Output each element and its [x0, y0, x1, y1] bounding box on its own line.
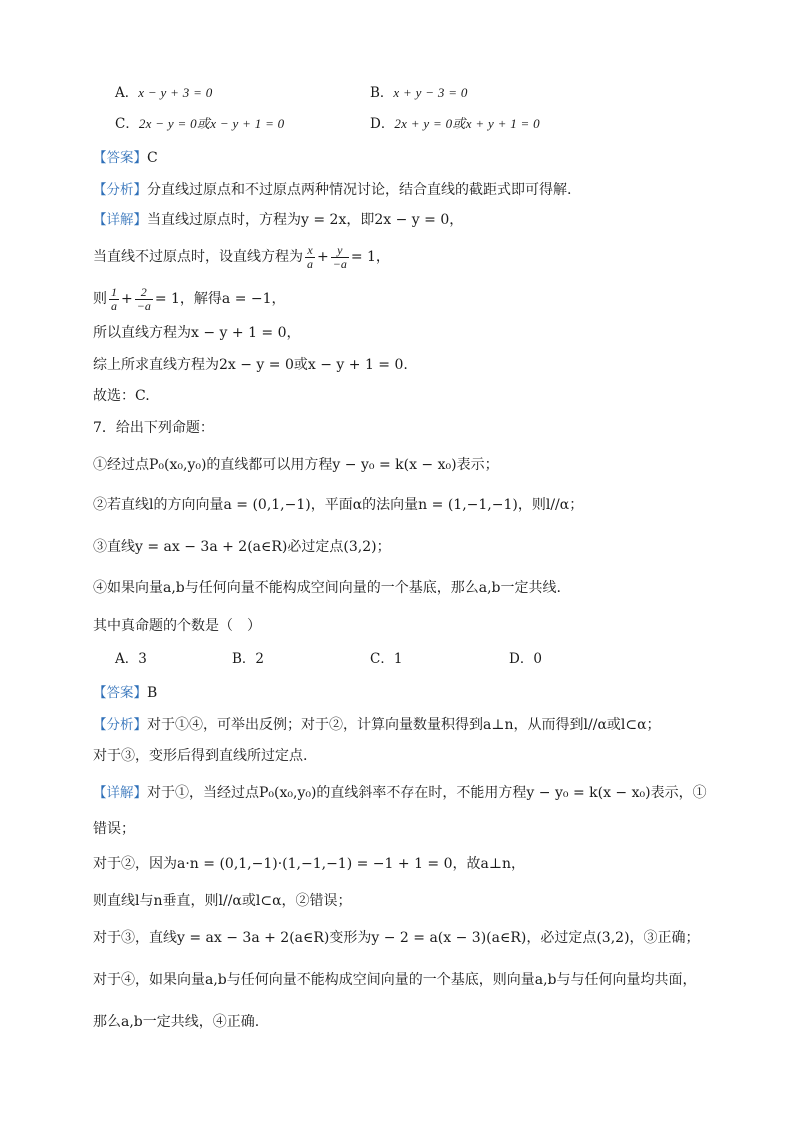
detail-text: = 1，: [350, 249, 390, 265]
q7-answer: [93, 683, 157, 703]
q7-detail-line-2: 错误；: [93, 821, 135, 837]
option-letter: A．: [115, 85, 139, 101]
option-math: x − y + 3 = 0: [138, 85, 213, 100]
answer-tag: 【答案】: [93, 150, 147, 166]
q7-stem: 7．给出下列命题：: [93, 420, 214, 436]
q7-option-c: C．1: [370, 651, 403, 667]
q7-proposition-4: ④如果向量a,b与任何向量不能构成空间向量的一个基底，那么a,b一定共线.: [93, 580, 561, 596]
detail-text: 当直线不过原点时，设直线方程为: [93, 249, 303, 265]
option-math: 2x − y = 0或x − y + 1 = 0: [138, 116, 285, 131]
option-math: x + y − 3 = 0: [393, 85, 468, 100]
q7-analysis-line-2: 对于③，变形后得到直线所过定点.: [93, 748, 308, 764]
option-letter: C．: [115, 116, 139, 132]
q6-option-d: [370, 114, 540, 134]
option-letter: D．: [370, 116, 395, 132]
q7-proposition-1: ①经过点P₀(x₀,y₀)的直线都可以用方程y − y₀ = k(x − x₀)表示；: [93, 457, 499, 473]
answer-tag: 【答案】: [93, 685, 147, 701]
q6-detail-line-5: 综上所求直线方程为2x − y = 0或x − y + 1 = 0.: [93, 357, 408, 373]
q6-option-c: [115, 114, 285, 134]
fraction: $\frac{y}{-a}$: [332, 242, 347, 271]
analysis-tag: 【分析】: [93, 182, 147, 198]
q7-proposition-3: ③直线y = ax − 3a + 2(a∈R)必过定点(3,2)；: [93, 539, 391, 555]
q7-detail-line-3: 对于②，因为a·n = (0,1,−1)·(1,−1,−1) = −1 + 1 = 0，故a⊥n，: [93, 856, 526, 872]
q7-proposition-2: ②若直线l的方向向量a = (0,1,−1)，平面α的法向量n = (1,−1,−1)，则l//α；: [93, 497, 584, 513]
fraction: $\frac{x}{a}$: [307, 242, 313, 271]
q6-detail-line-3: 则 $\frac{1}{a}$ + $\frac{2}{-a}$ = 1，解得a = −1，: [93, 284, 286, 313]
option-letter: B．: [370, 85, 394, 101]
q6-detail-line-1: [93, 210, 463, 230]
detail-tag: 【详解】: [93, 212, 147, 228]
detail-text: 当直线过原点时，方程为y = 2x，即2x − y = 0，: [147, 212, 464, 228]
q6-analysis: [93, 180, 571, 200]
q6-detail-line-2: 当直线不过原点时，设直线方程为 $\frac{x}{a}$ + $\frac{y}{-a}$ = 1，: [93, 242, 390, 271]
detail-tag: 【详解】: [93, 785, 147, 801]
detail-text: = 1，解得a = −1，: [154, 291, 286, 307]
q7-ask: 其中真命题的个数是（ ）: [93, 618, 261, 634]
fraction: $\frac{2}{-a}$: [136, 284, 151, 313]
fraction: $\frac{1}{a}$: [111, 284, 117, 313]
answer-value: C: [147, 150, 158, 166]
q7-analysis-line-1: [93, 715, 661, 735]
q7-detail-line-5: 对于③，直线y = ax − 3a + 2(a∈R)变形为y − 2 = a(x − 3)(a∈R)，必过定点(3,2)，③正确；: [93, 930, 700, 946]
q7-option-b: B．2: [232, 651, 265, 667]
q7-detail-line-4: 则直线l与n垂直，则l//α或l⊂α，②错误；: [93, 893, 352, 909]
q6-detail-line-4: 所以直线方程为x − y + 1 = 0，: [93, 325, 301, 341]
q7-option-d: D．0: [509, 651, 542, 667]
analysis-text: 对于①④，可举出反例；对于②，计算向量数量积得到a⊥n，从而得到l//α或l⊂α；: [147, 717, 661, 733]
analysis-text: 分直线过原点和不过原点两种情况讨论，结合直线的截距式即可得解.: [147, 182, 572, 198]
detail-text: 对于①，当经过点P₀(x₀,y₀)的直线斜率不存在时，不能用方程y − y₀ = k(x − x₀)表示，①: [147, 785, 707, 801]
q7-detail-line-6: 对于④，如果向量a,b与任何向量不能构成空间向量的一个基底，则向量a,b与与任何向量均共面，: [93, 972, 697, 988]
analysis-tag: 【分析】: [93, 717, 147, 733]
q6-option-b: [370, 83, 468, 103]
q7-detail-line-7: 那么a,b一定共线，④正确.: [93, 1014, 260, 1030]
option-math: 2x + y = 0或x + y + 1 = 0: [394, 116, 540, 131]
detail-text: 则: [93, 291, 107, 307]
q6-option-a: [115, 83, 213, 103]
answer-value: B: [147, 685, 158, 701]
q6-answer: [93, 148, 158, 168]
q6-detail-line-6: 故选：C.: [93, 388, 150, 404]
q7-detail-line-1: [93, 783, 707, 803]
q7-option-a: A．3: [115, 651, 147, 667]
